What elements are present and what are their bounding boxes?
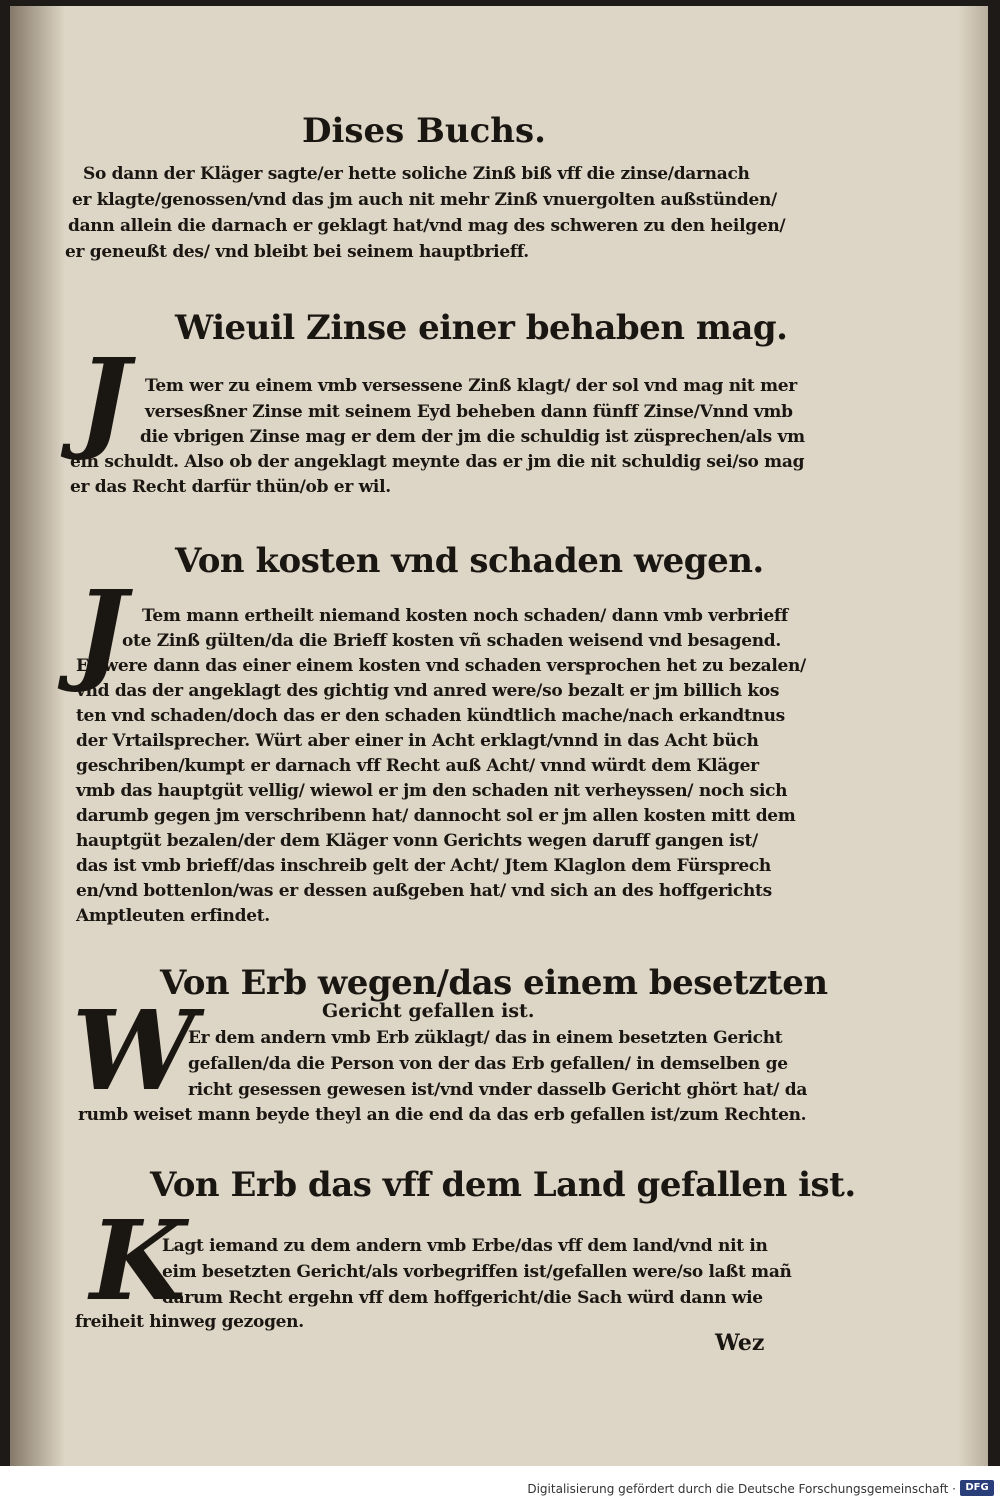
running-header: Dises Buchs.	[302, 111, 547, 151]
text-line: das ist vmb brieff/das inschreib gelt der Acht/ Jtem Klaglon dem Fürsprech	[76, 856, 771, 876]
text-line: Er dem andern vmb Erb züklagt/ das in einem besetzten Gericht	[188, 1028, 783, 1048]
text-line: So dann der Kläger sagte/er hette soliche Zinß biß vff die zinse/darnach	[83, 164, 750, 184]
section-heading: Von Erb das vff dem Land gefallen ist.	[150, 1165, 856, 1205]
text-line: Amptleuten erfindet.	[76, 906, 270, 926]
text-line: richt gesessen gewesen ist/vnd vnder dasselb Gericht ghört hat/ da	[188, 1080, 808, 1100]
text-line: versesßner Zinse mit seinem Eyd beheben dann fünff Zinse/Vnnd vmb	[145, 402, 793, 422]
text-line: ote Zinß gülten/da die Brieff kosten vñ schaden weisend vnd besagend.	[122, 631, 782, 651]
initial-letter: K	[90, 1196, 186, 1325]
text-line: darum Recht ergehn vff dem hoffgericht/die Sach würd dann wie	[162, 1288, 763, 1308]
section-heading: Von kosten vnd schaden wegen.	[175, 541, 764, 581]
text-line: er klagte/genossen/vnd das jm auch nit mehr Zinß vnuergolten außstünden/	[72, 190, 777, 210]
funding-note: Digitalisierung gefördert durch die Deutsche Forschungsgemeinschaft ·	[527, 1482, 956, 1496]
text-line: rumb weiset mann beyde theyl an die end da das erb gefallen ist/zum Rechten.	[78, 1105, 807, 1125]
text-line: gefallen/da die Person von der das Erb gefallen/ in demselben ge	[188, 1054, 788, 1074]
catchword: Wez	[715, 1330, 765, 1356]
text-line: die vbrigen Zinse mag er dem der jm die schuldig ist züsprechen/als vm	[140, 427, 805, 447]
initial-letter: J	[75, 566, 128, 695]
text-line: ein schuldt. Also ob der angeklagt meynte das er jm die nit schuldig sei/so mag	[70, 452, 805, 472]
text-line: ten vnd schaden/doch das er den schaden kündtlich mache/nach erkandtnus	[76, 706, 785, 726]
section-heading: Von Erb wegen/das einem besetzten	[160, 963, 828, 1003]
book-page	[10, 6, 988, 1466]
initial-letter: W	[72, 986, 196, 1115]
text-line: geschriben/kumpt er darnach vff Recht auß Acht/ vnnd würdt dem Kläger	[76, 756, 759, 776]
text-line: er das Recht darfür thün/ob er wil.	[70, 477, 391, 497]
text-line: er geneußt des/ vnd bleibt bei seinem hauptbrieff.	[65, 242, 529, 262]
section-subheading: Gericht gefallen ist.	[322, 1000, 535, 1022]
text-line: Lagt iemand zu dem andern vmb Erbe/das vff dem land/vnd nit in	[162, 1236, 768, 1256]
text-line: Tem mann ertheilt niemand kosten noch schaden/ dann vmb verbrieff	[142, 606, 788, 626]
text-line: der Vrtailsprecher. Würt aber einer in Acht erklagt/vnnd in das Acht büch	[76, 731, 759, 751]
section-heading: Wieuil Zinse einer behaben mag.	[175, 308, 788, 348]
text-line: hauptgüt bezalen/der dem Kläger vonn Gerichts wegen daruff gangen ist/	[76, 831, 758, 851]
initial-letter: J	[78, 334, 131, 463]
text-line: Es were dann das einer einem kosten vnd schaden versprochen het zu bezalen/	[76, 656, 806, 676]
text-line: dann allein die darnach er geklagt hat/vnd mag des schweren zu den heilgen/	[68, 216, 786, 236]
footer-bar	[0, 1466, 1000, 1501]
text-line: Tem wer zu einem vmb versessene Zinß klagt/ der sol vnd mag nit mer	[145, 376, 797, 396]
text-line: darumb gegen jm verschribenn hat/ dannocht sol er jm allen kosten mitt dem	[76, 806, 796, 826]
text-line: eim besetzten Gericht/als vorbegriffen ist/gefallen were/so laßt mañ	[162, 1262, 792, 1282]
text-line: vnd das der angeklagt des gichtig vnd anred were/so bezalt er jm billich kos	[76, 681, 780, 701]
text-line: vmb das hauptgüt vellig/ wiewol er jm den schaden nit verheyssen/ noch sich	[76, 781, 788, 801]
text-line: freiheit hinweg gezogen.	[75, 1312, 304, 1332]
dfg-logo: DFG	[960, 1480, 994, 1496]
text-line: en/vnd bottenlon/was er dessen außgeben hat/ vnd sich an des hoffgerichts	[76, 881, 772, 901]
